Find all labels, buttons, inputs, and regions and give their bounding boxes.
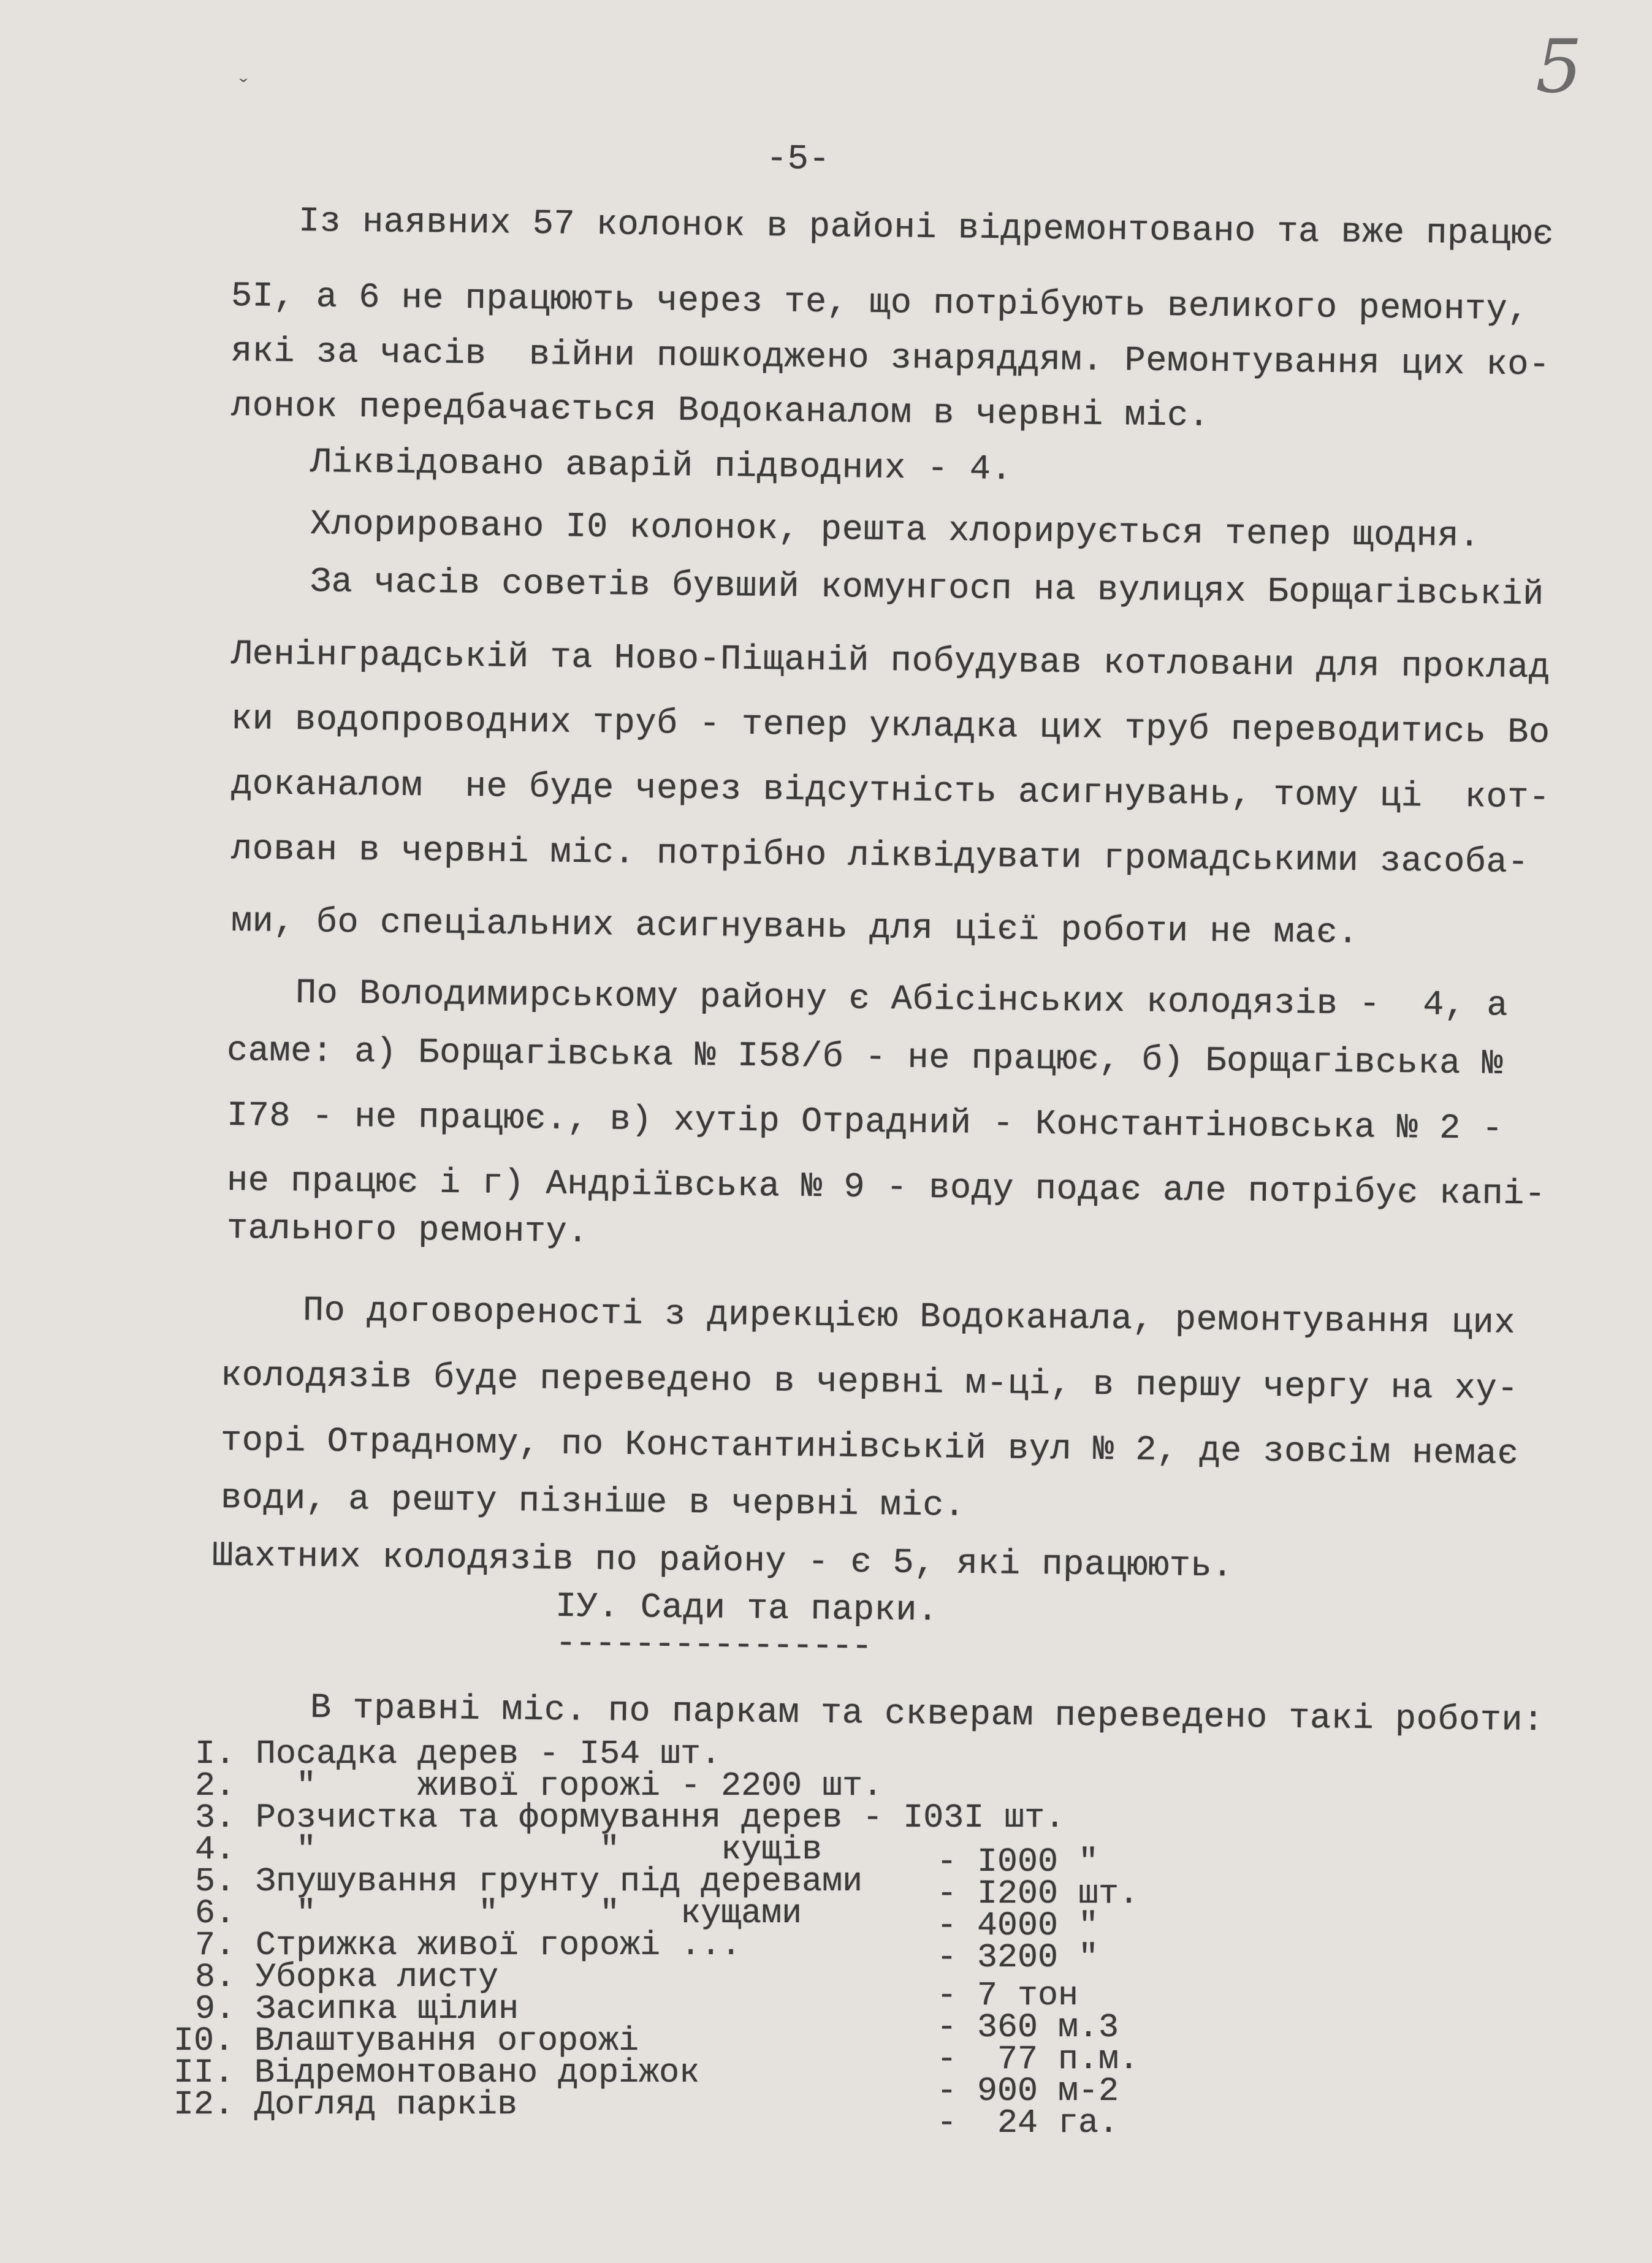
text-line: Хлориpовано I0 колонок, решта хлорирується тепер щодня. [310, 505, 1481, 557]
work-value: - 4000 " [937, 1906, 1099, 1945]
work-item: 6. " " " кущами [195, 1894, 802, 1933]
work-item: 3. Розчистка та формування дерев - I03I шт. [195, 1798, 1065, 1837]
works-intro: В травні міс. по паркам та скверам переведено такі роботи: [310, 1689, 1545, 1741]
archive-page-number: 5 [1536, 25, 1583, 110]
text-line: тального ремонту. [226, 1209, 589, 1253]
text-line: лован в червні міс. потрібно ліквідувати громадськими засоба- [230, 830, 1529, 883]
work-value: - I000 " [937, 1843, 1099, 1881]
text-line: не працює і г) Андріївська № 9 - воду подає але потрібує капі- [226, 1162, 1546, 1215]
text-line: ми, бо спеціальних асигнувань для цієї роботи не має. [230, 902, 1359, 954]
work-item: II. Відремонтовано доріжок [173, 2053, 700, 2092]
work-value: - 77 п.м. [937, 2040, 1140, 2079]
text-line: Шахтних колодязів по району - є 5, які працюють. [211, 1537, 1234, 1587]
work-item: 8. Уборка листу [195, 1958, 499, 1996]
section-underline: ---------------- [555, 1624, 872, 1667]
text-line: Ленінградській та Ново-Піщаній побудував котловани для проклад [230, 635, 1550, 688]
text-line: лонок передбачається Водоканалом в червні міс. [230, 387, 1210, 436]
text-line: саме: а) Борщагівська № I58/б - не працює, б) Борщагівська № [226, 1032, 1504, 1084]
work-value: - 24 га. [937, 2104, 1119, 2142]
text-line: По Володимирському району є Абісінських колодязів - 4, а [295, 974, 1509, 1026]
text-line: колодязів буде переведено в червні м-ці, в першу чергу на ху- [220, 1356, 1519, 1410]
work-item: 4. " " кущів [195, 1830, 823, 1869]
work-item: I0. Влаштування огорожі [173, 2021, 639, 2060]
text-line: За часів советів бувший комунгосп на вулицях Борщагівській [310, 563, 1545, 615]
page-number: -5- [766, 140, 831, 180]
text-line: I78 - не працює., в) хутір Отрадний - Константіновська № 2 - [226, 1097, 1504, 1149]
text-line: По договореності з дирекцією Водоканала, ремонтування цих [302, 1291, 1516, 1344]
work-value: - 900 м-2 [937, 2072, 1119, 2110]
work-value: - 3200 " [937, 1938, 1099, 1977]
section-heading: IУ. Сади та парки. [555, 1588, 939, 1631]
text-line: Із наявних 57 колонок в районі відремонтовано та вже працює [298, 202, 1554, 255]
work-item: I2. Догляд парків [173, 2085, 518, 2124]
text-line: які за часів війни пошкоджено знаряддям. Ремонтування цих ко- [230, 332, 1550, 386]
work-item: 5. Зпушування грунту під деревами [195, 1862, 863, 1901]
text-line: доканалом не буде через відсутність асигнувань, тому ці кот- [230, 765, 1550, 818]
work-item: I. Посадка дерев - I54 шт. [195, 1735, 721, 1773]
text-line: 5I, а 6 не працюють через те, що потрібують великого ремонту, [230, 277, 1529, 330]
work-value: - 7 тон [937, 1976, 1079, 2015]
work-item: 2. " живої горожі - 2200 шт. [195, 1767, 883, 1805]
text-line: Ліквідовано аварій підводних - 4. [310, 443, 1013, 490]
text-line: ки водопроводних труб - тепер укладка цих труб переводитись Во [230, 700, 1550, 753]
work-value: - I200 шт. [937, 1874, 1140, 1913]
work-item: 9. Засипка щілин [195, 1990, 519, 2028]
work-value: - 360 м.3 [937, 2008, 1119, 2047]
ink-mark: ˇ [236, 77, 251, 104]
text-line: торі Отрадному, по Константинівській вул № 2, де зовсім немає [220, 1421, 1519, 1475]
work-item: 7. Стрижка живої горожі ... [195, 1926, 742, 1964]
text-line: води, а решту пізніше в червні міс. [220, 1479, 965, 1526]
